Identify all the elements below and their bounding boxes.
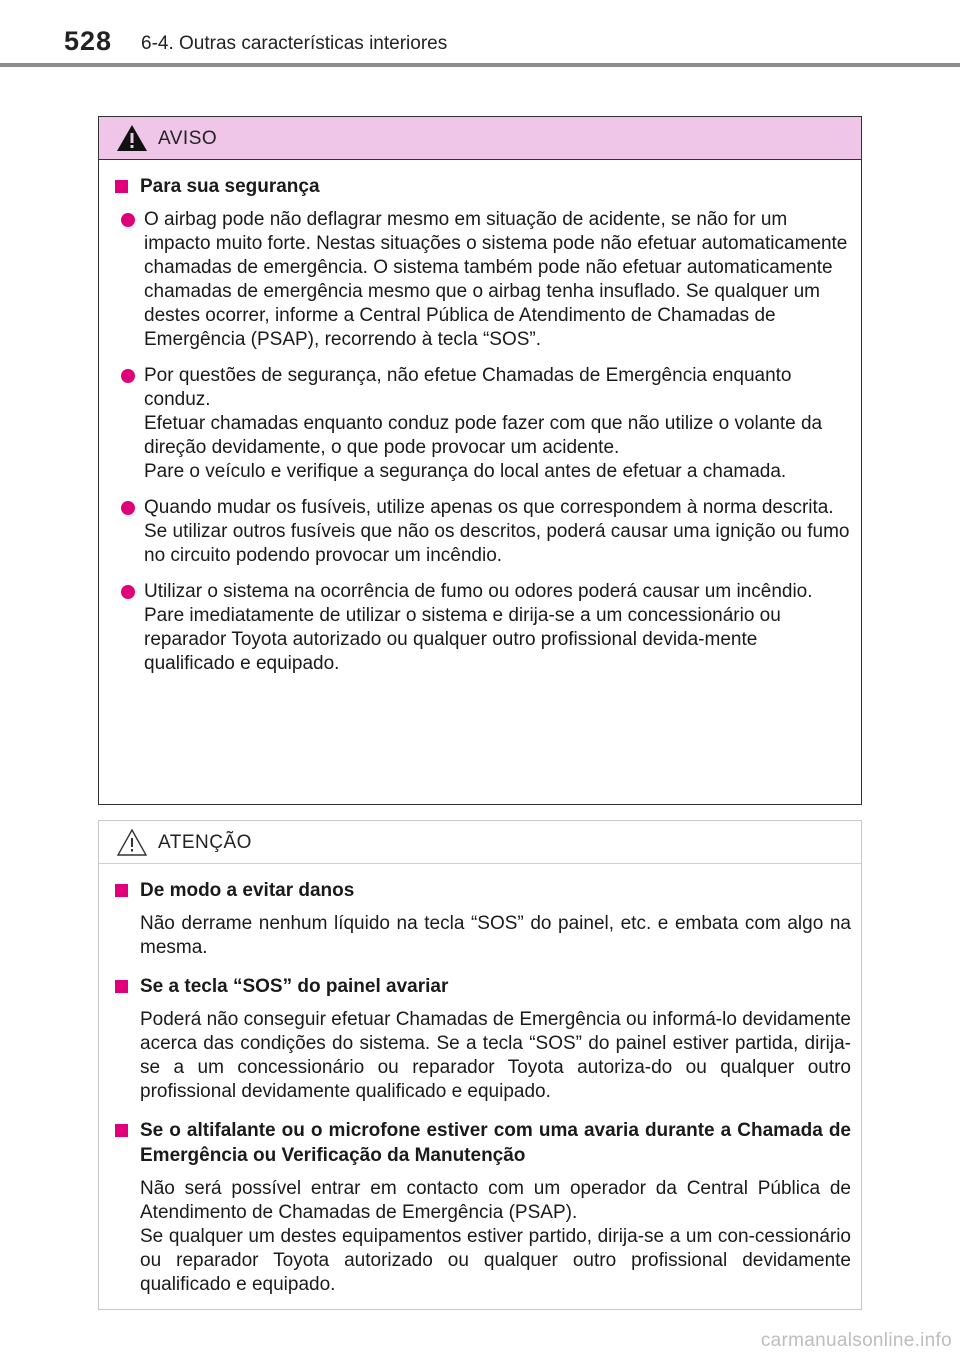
- circle-bullet-icon: [121, 585, 135, 599]
- circle-bullet-icon: [121, 501, 135, 515]
- circle-bullet-icon: [121, 213, 135, 227]
- square-bullet-icon: [115, 980, 128, 993]
- caution-heading: [115, 1118, 851, 1168]
- warning-item: [115, 208, 851, 352]
- warning-triangle-icon: [116, 123, 148, 153]
- caution-heading: [115, 878, 851, 903]
- section-title: 6-4. Outras características interiores: [141, 33, 448, 54]
- warning-heading: [115, 174, 851, 199]
- warning-box-body: [99, 160, 861, 676]
- caution-section-body: [115, 1177, 851, 1297]
- caution-section-body: [115, 912, 851, 960]
- warning-item-paragraph: O airbag pode não deflagrar mesmo em situação de acidente, se não for um impacto muito forte. Nestas situações o sistema pode não efetuar automaticamente chamadas de emergência. O sistema também pode não efetuar automaticamente chamadas de emergência mesmo que o airbag tenha insuflado. Se qualquer um destes ocorrer, informe a Central Pública de Atendimento de Chamadas de Emergência (PSAP), recorrendo à tecla “SOS”.: [144, 209, 848, 350]
- caution-box-label: ATENÇÃO: [158, 832, 252, 853]
- warning-item: [115, 580, 851, 676]
- caution-box-header: [99, 821, 861, 864]
- caution-paragraph: Não será possível entrar em contacto com um operador da Central Pública de Atendimento de Chamadas de Emergência (PSAP).: [140, 1178, 851, 1223]
- caution-heading-text: Se a tecla “SOS” do painel avariar: [140, 976, 449, 997]
- warning-heading-text: Para sua segurança: [140, 176, 320, 197]
- warning-item-paragraph: Quando mudar os fusíveis, utilize apenas os que correspondem à norma descrita.: [144, 497, 834, 518]
- caution-heading-text: De modo a evitar danos: [140, 880, 355, 901]
- warning-box-label: AVISO: [158, 128, 218, 149]
- warning-item-paragraph: Efetuar chamadas enquanto conduz pode fazer com que não utilize o volante da direção devidamente, o que pode provocar um acidente.: [144, 413, 823, 458]
- header-rule: [0, 63, 960, 67]
- warning-item: [115, 496, 851, 568]
- caution-paragraph: Não derrame nenhum líquido na tecla “SOS” do painel, etc. e embata com algo na mesma.: [140, 913, 851, 958]
- warning-box: [98, 116, 862, 805]
- caution-triangle-icon: [116, 827, 148, 857]
- page-number: 528: [64, 26, 113, 56]
- warning-item-paragraph: Por questões de segurança, não efetue Chamadas de Emergência enquanto conduz.: [144, 365, 792, 410]
- caution-section-body: [115, 1008, 851, 1104]
- warning-item-paragraph: Se utilizar outros fusíveis que não os descritos, poderá causar uma ignição ou fumo no circuito podendo provocar um incêndio.: [144, 521, 850, 566]
- warning-box-header: [99, 117, 861, 160]
- caution-heading-text: Se o altifalante ou o microfone estiver com uma avaria durante a Chamada de Emergência ou Verificação da Manutenção: [140, 1120, 851, 1166]
- caution-heading: [115, 974, 851, 999]
- watermark: carmanualsonline.info: [760, 1330, 952, 1351]
- warning-item-paragraph: Pare o veículo e verifique a segurança do local antes de efetuar a chamada.: [144, 461, 787, 482]
- warning-item-paragraph: Pare imediatamente de utilizar o sistema e dirija-se a um concessionário ou reparador Toyota autorizado ou qualquer outro profissional devida-mente qualificado e equipado.: [144, 605, 781, 674]
- page-header: [0, 0, 960, 70]
- circle-bullet-icon: [121, 369, 135, 383]
- warning-item-paragraph: Utilizar o sistema na ocorrência de fumo ou odores poderá causar um incêndio.: [144, 581, 813, 602]
- caution-box-body: [99, 864, 861, 1297]
- caution-paragraph: Se qualquer um destes equipamentos estiver partido, dirija-se a um con-cessionário ou reparador Toyota autorizado ou qualquer outro profissional devidamente qualificado e equipado.: [140, 1226, 851, 1295]
- square-bullet-icon: [115, 884, 128, 897]
- caution-paragraph: Poderá não conseguir efetuar Chamadas de Emergência ou informá-lo devidamente acerca das condições do sistema. Se a tecla “SOS” do painel estiver partida, dirija-se a um concessionário ou reparador Toyota autoriza-do ou qualquer outro profissional devidamente qualificado e equipado.: [140, 1009, 851, 1102]
- square-bullet-icon: [115, 1124, 128, 1137]
- warning-item: [115, 364, 851, 484]
- caution-box: [98, 820, 862, 1310]
- square-bullet-icon: [115, 180, 128, 193]
